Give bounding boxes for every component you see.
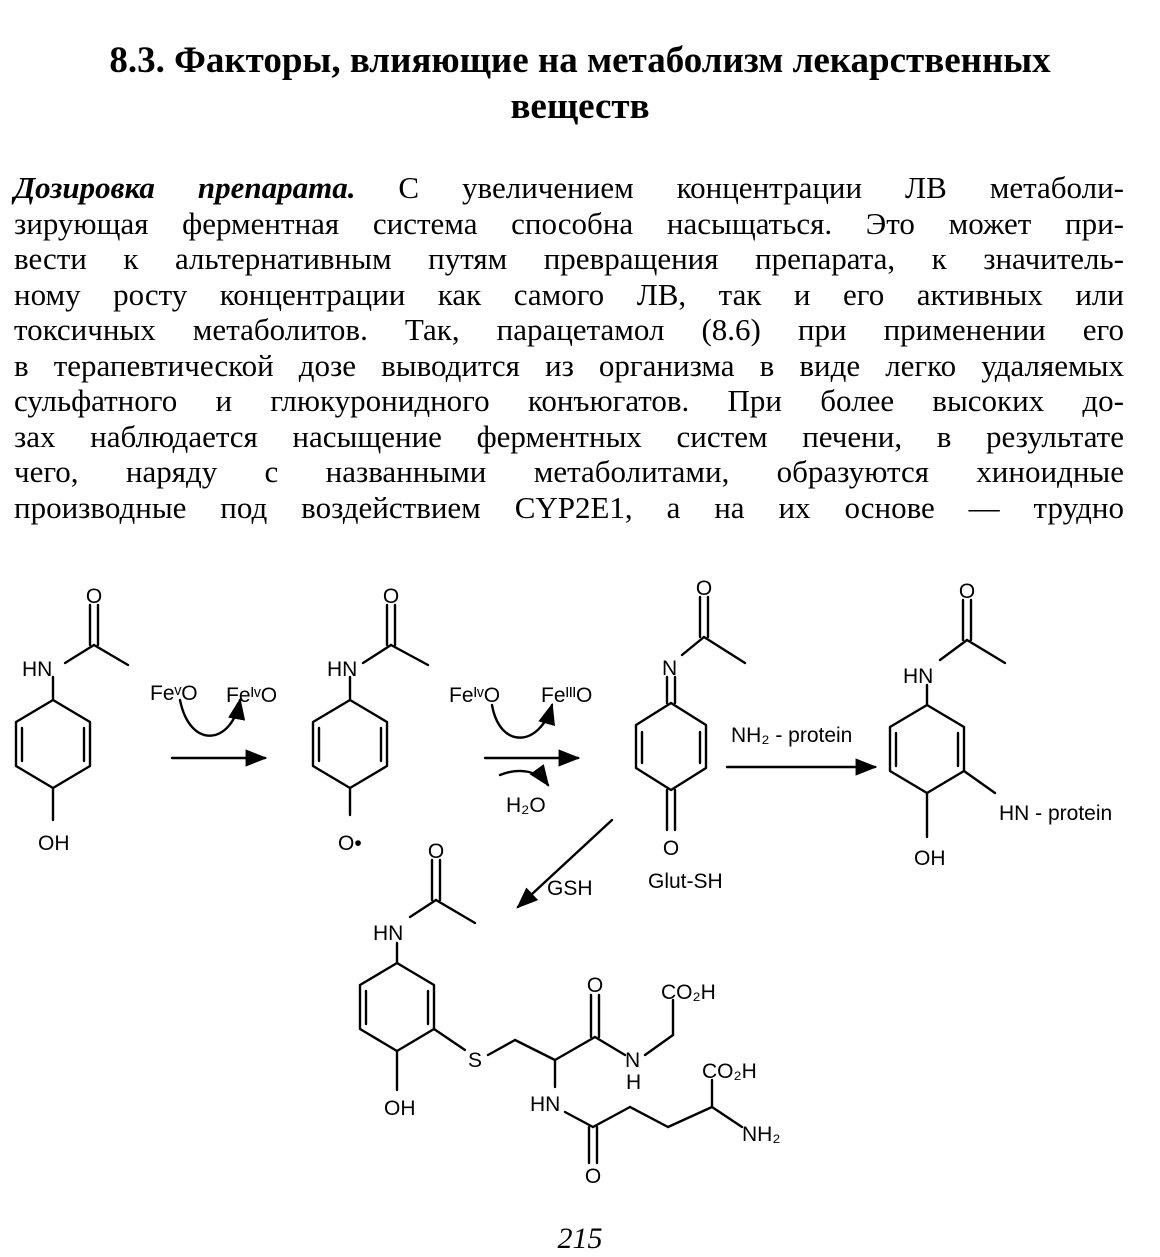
section-heading-line-2: веществ — [510, 86, 650, 127]
page-number: 215 — [557, 1222, 603, 1255]
atom-o-2: O — [382, 585, 400, 608]
paragraph-line-5: токсичных метаболитов. Так, парацетамол (8.6) при применении его — [14, 312, 1124, 347]
atom-o-4: O — [958, 580, 976, 603]
paragraph-line-6: в терапевтической дозе выводится из организма в виде легко удаляемых — [14, 347, 1124, 383]
atom-o-5: O — [427, 840, 445, 863]
paragraph-line-9: чего, наряду с названными метаболитами, образуются хиноидные — [14, 454, 1124, 489]
paragraph-line-7: сульфатного и глюкуронидного конъюгатов. При более высоких до- — [14, 383, 1124, 418]
paragraph-lead: Дозировка препарата. — [14, 170, 356, 205]
molecule-glutathione-conjugate — [360, 860, 742, 1163]
reagent-nh2-protein: NH₂ - protein — [731, 724, 853, 747]
molecule-protein-adduct — [890, 600, 1005, 837]
atom-hn-4: HN — [903, 665, 934, 688]
atom-co2h-1: CO₂H — [661, 981, 716, 1004]
atom-hn-2: HN — [327, 658, 358, 681]
reagent-fe-iii: FeᴵᴵᴵO — [541, 684, 593, 707]
atom-n-3: N — [662, 657, 678, 680]
atom-o-amide-1: O — [586, 974, 604, 997]
paragraph-line-1 — [14, 170, 1124, 206]
paragraph-line-3: вести к альтернативным путям превращения препарата, к значитель- — [14, 241, 1124, 276]
atom-o-amide-2: O — [584, 1165, 602, 1188]
reagent-fe-iv: FeᴵᵛO — [226, 684, 278, 707]
molecule-paracetamol — [16, 605, 128, 820]
reaction-scheme — [0, 575, 1160, 1215]
paragraph-line-10: производные под воздействием CYP2E1, а на их основе — трудно — [14, 489, 1124, 525]
paragraph-line-4: ному росту концентрации как самого ЛВ, так и его активных или — [14, 276, 1124, 312]
reagent-water: H₂O — [506, 794, 546, 817]
reagent-gsh: GSH — [547, 877, 593, 900]
molecule-napqi — [636, 597, 745, 830]
atom-o-1: O — [85, 585, 103, 608]
atom-oh-1: OH — [38, 832, 70, 855]
section-heading — [40, 38, 1120, 130]
atom-h-amide: H — [626, 1071, 642, 1094]
atom-oh-5: OH — [384, 1097, 416, 1120]
reagent-fe-iv-2: FeᴵᵛO — [449, 684, 501, 707]
atom-nh2: NH₂ — [742, 1123, 781, 1146]
molecule-phenoxy-radical — [313, 605, 428, 815]
section-heading-line-1: 8.3. Факторы, влияющие на метаболизм лекарственных — [109, 40, 1051, 81]
paragraph-line-8: зах наблюдается насыщение ферментных систем печени, в результате — [14, 418, 1124, 454]
arrow-step-1 — [172, 700, 265, 758]
atom-oh-4: OH — [914, 847, 946, 870]
atom-n-amide: N — [625, 1049, 641, 1072]
reagent-glut-sh: Glut-SH — [648, 870, 723, 893]
atom-o-radical: O• — [338, 832, 362, 855]
atom-o-3: O — [695, 577, 713, 600]
paragraph-line-1-text: С увеличением концентрации ЛВ метаболи- — [355, 170, 1125, 205]
substituent-hn-protein: HN - protein — [999, 802, 1113, 825]
atom-s: S — [468, 1049, 483, 1072]
body-paragraph — [14, 170, 1124, 525]
arrow-step-2 — [485, 705, 578, 785]
atom-hn-1: HN — [22, 658, 53, 681]
reagent-fe-v: FeᵛO — [150, 682, 198, 705]
paragraph-line-2: зирующая ферментная система способна насыщаться. Это может при- — [14, 205, 1124, 241]
atom-co2h-2: CO₂H — [702, 1060, 757, 1083]
atom-hn-amide-2: HN — [530, 1093, 561, 1116]
atom-o-3-bottom: O — [662, 837, 680, 860]
atom-hn-5: HN — [373, 922, 404, 945]
